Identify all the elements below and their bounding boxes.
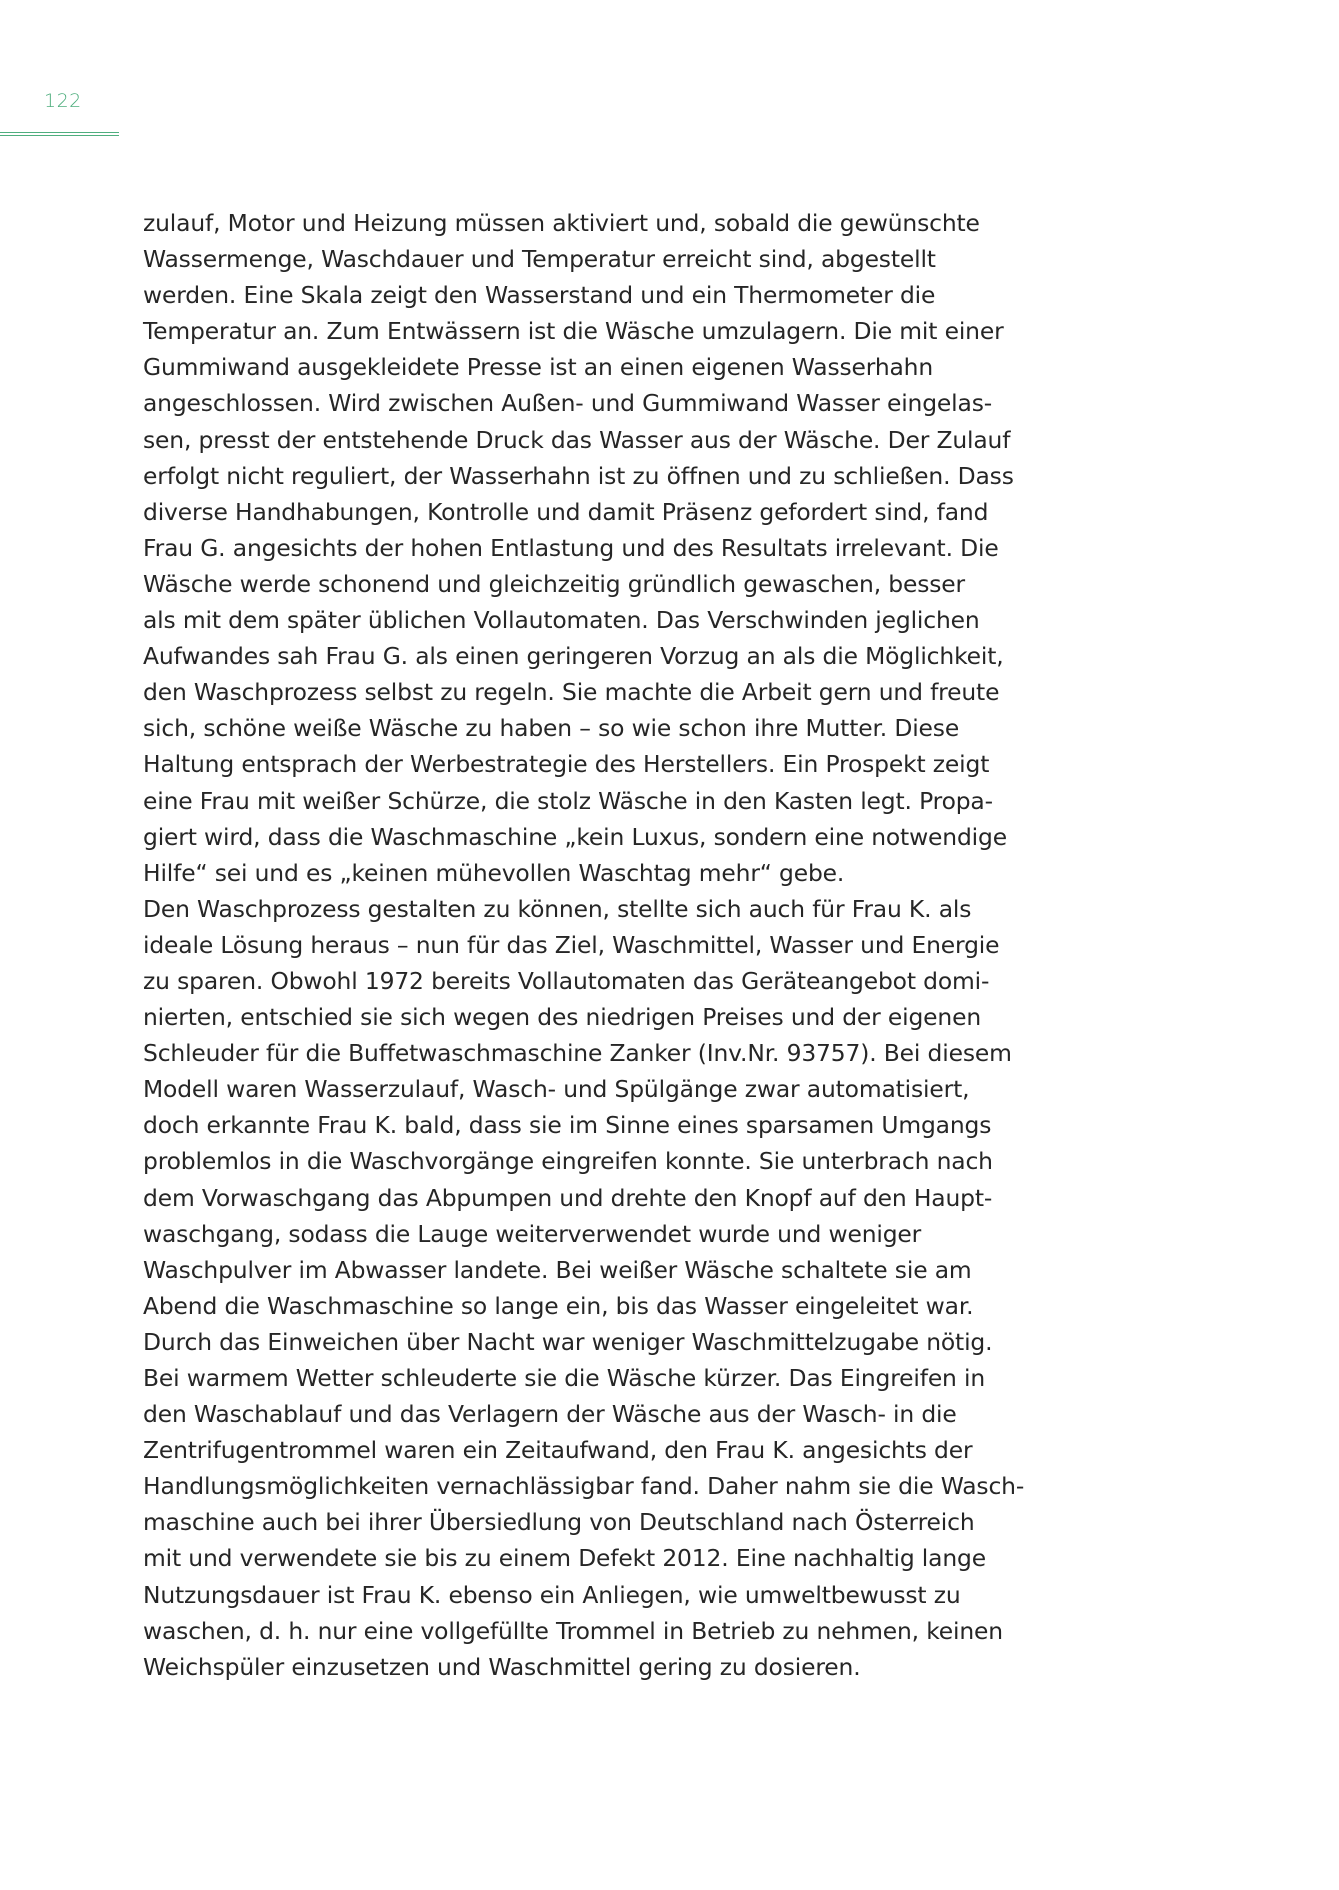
text-line: zu sparen. Obwohl 1972 bereits Vollautomaten das Geräteangebot domi-: [143, 966, 990, 995]
text-line: doch erkannte Frau K. bald, dass sie im Sinne eines sparsamen Umgangs: [143, 1111, 992, 1140]
text-line: Durch das Einweichen über Nacht war weniger Waschmittelzugabe nötig.: [143, 1327, 993, 1356]
text-line: Nutzungsdauer ist Frau K. ebenso ein Anliegen, wie umweltbewusst zu: [143, 1580, 961, 1609]
text-line: dem Vorwaschgang das Abpumpen und drehte den Knopf auf den Haupt-: [143, 1183, 993, 1212]
text-line: werden. Eine Skala zeigt den Wasserstand und ein Thermometer die: [143, 281, 936, 310]
text-line: mit und verwendete sie bis zu einem Defekt 2012. Eine nachhaltig lange: [143, 1544, 986, 1573]
text-line: Waschpulver im Abwasser landete. Bei weißer Wäsche schaltete sie am: [143, 1255, 972, 1284]
text-line: sich, schöne weiße Wäsche zu haben – so wie schon ihre Mutter. Diese: [143, 714, 960, 743]
text-line: waschgang, sodass die Lauge weiterverwendet wurde und weniger: [143, 1219, 922, 1248]
text-line: eine Frau mit weißer Schürze, die stolz Wäsche in den Kasten legt. Propa-: [143, 786, 993, 815]
page-number: 122: [44, 90, 82, 112]
text-line: Modell waren Wasserzulauf, Wasch- und Spülgänge zwar automatisiert,: [143, 1075, 970, 1104]
text-line: Schleuder für die Buffetwaschmaschine Zanker (Inv.Nr. 93757). Bei diesem: [143, 1039, 1012, 1068]
text-line: erfolgt nicht reguliert, der Wasserhahn ist zu öffnen und zu schließen. Dass: [143, 461, 1014, 490]
text-line: sen, presst der entstehende Druck das Wasser aus der Wäsche. Der Zulauf: [143, 425, 1011, 454]
text-line: Zentrifugentrommel waren ein Zeitaufwand, den Frau K. angesichts der: [143, 1436, 973, 1465]
header-rule-bottom: [0, 135, 119, 136]
header-rule-top: [0, 132, 119, 133]
text-line: giert wird, dass die Waschmaschine „kein Luxus, sondern eine notwendige: [143, 822, 1007, 851]
text-line: Wassermenge, Waschdauer und Temperatur erreicht sind, abgestellt: [143, 245, 936, 274]
text-line: Frau G. angesichts der hohen Entlastung und des Resultats irrelevant. Die: [143, 533, 999, 562]
text-line: Haltung entsprach der Werbestrategie des Herstellers. Ein Prospekt zeigt: [143, 750, 990, 779]
text-line: problemlos in die Waschvorgänge eingreifen konnte. Sie unterbrach nach: [143, 1147, 993, 1176]
text-line: Temperatur an. Zum Entwässern ist die Wäsche umzulagern. Die mit einer: [143, 317, 1004, 346]
text-line: Wäsche werde schonend und gleichzeitig gründlich gewaschen, besser: [143, 569, 965, 598]
text-line: als mit dem später üblichen Vollautomaten. Das Verschwinden jeglichen: [143, 606, 980, 635]
text-line: Handlungsmöglichkeiten vernachlässigbar fand. Daher nahm sie die Wasch-: [143, 1472, 1025, 1501]
text-line: Abend die Waschmaschine so lange ein, bis das Wasser eingeleitet war.: [143, 1291, 974, 1320]
body-text: [143, 205, 1043, 1685]
text-line: Weichspüler einzusetzen und Waschmittel gering zu dosieren.: [143, 1652, 861, 1681]
text-line: Gummiwand ausgekleidete Presse ist an einen eigenen Wasserhahn: [143, 353, 934, 382]
text-line: ideale Lösung heraus – nun für das Ziel, Waschmittel, Wasser und Energie: [143, 930, 1000, 959]
text-line: den Waschablauf und das Verlagern der Wäsche aus der Wasch- in die: [143, 1400, 957, 1429]
text-line: maschine auch bei ihrer Übersiedlung von Deutschland nach Österreich: [143, 1508, 975, 1537]
text-line: diverse Handhabungen, Kontrolle und damit Präsenz gefordert sind, fand: [143, 497, 989, 526]
text-line: zulauf, Motor und Heizung müssen aktiviert und, sobald die gewünschte: [143, 209, 980, 237]
text-line: den Waschprozess selbst zu regeln. Sie machte die Arbeit gern und freute: [143, 678, 1000, 707]
text-line: Aufwandes sah Frau G. als einen geringeren Vorzug an als die Möglichkeit,: [143, 642, 1004, 671]
text-line: Bei warmem Wetter schleuderte sie die Wäsche kürzer. Das Eingreifen in: [143, 1364, 986, 1392]
text-line: Den Waschprozess gestalten zu können, stellte sich auch für Frau K. als: [143, 894, 972, 923]
text-line: Hilfe“ sei und es „keinen mühevollen Waschtag mehr“ gebe.: [143, 858, 845, 887]
text-line: angeschlossen. Wird zwischen Außen- und Gummiwand Wasser eingelas-: [143, 389, 993, 418]
text-line: waschen, d. h. nur eine vollgefüllte Trommel in Betrieb zu nehmen, keinen: [143, 1616, 1003, 1645]
text-line: nierten, entschied sie sich wegen des niedrigen Preises und der eigenen: [143, 1003, 982, 1032]
